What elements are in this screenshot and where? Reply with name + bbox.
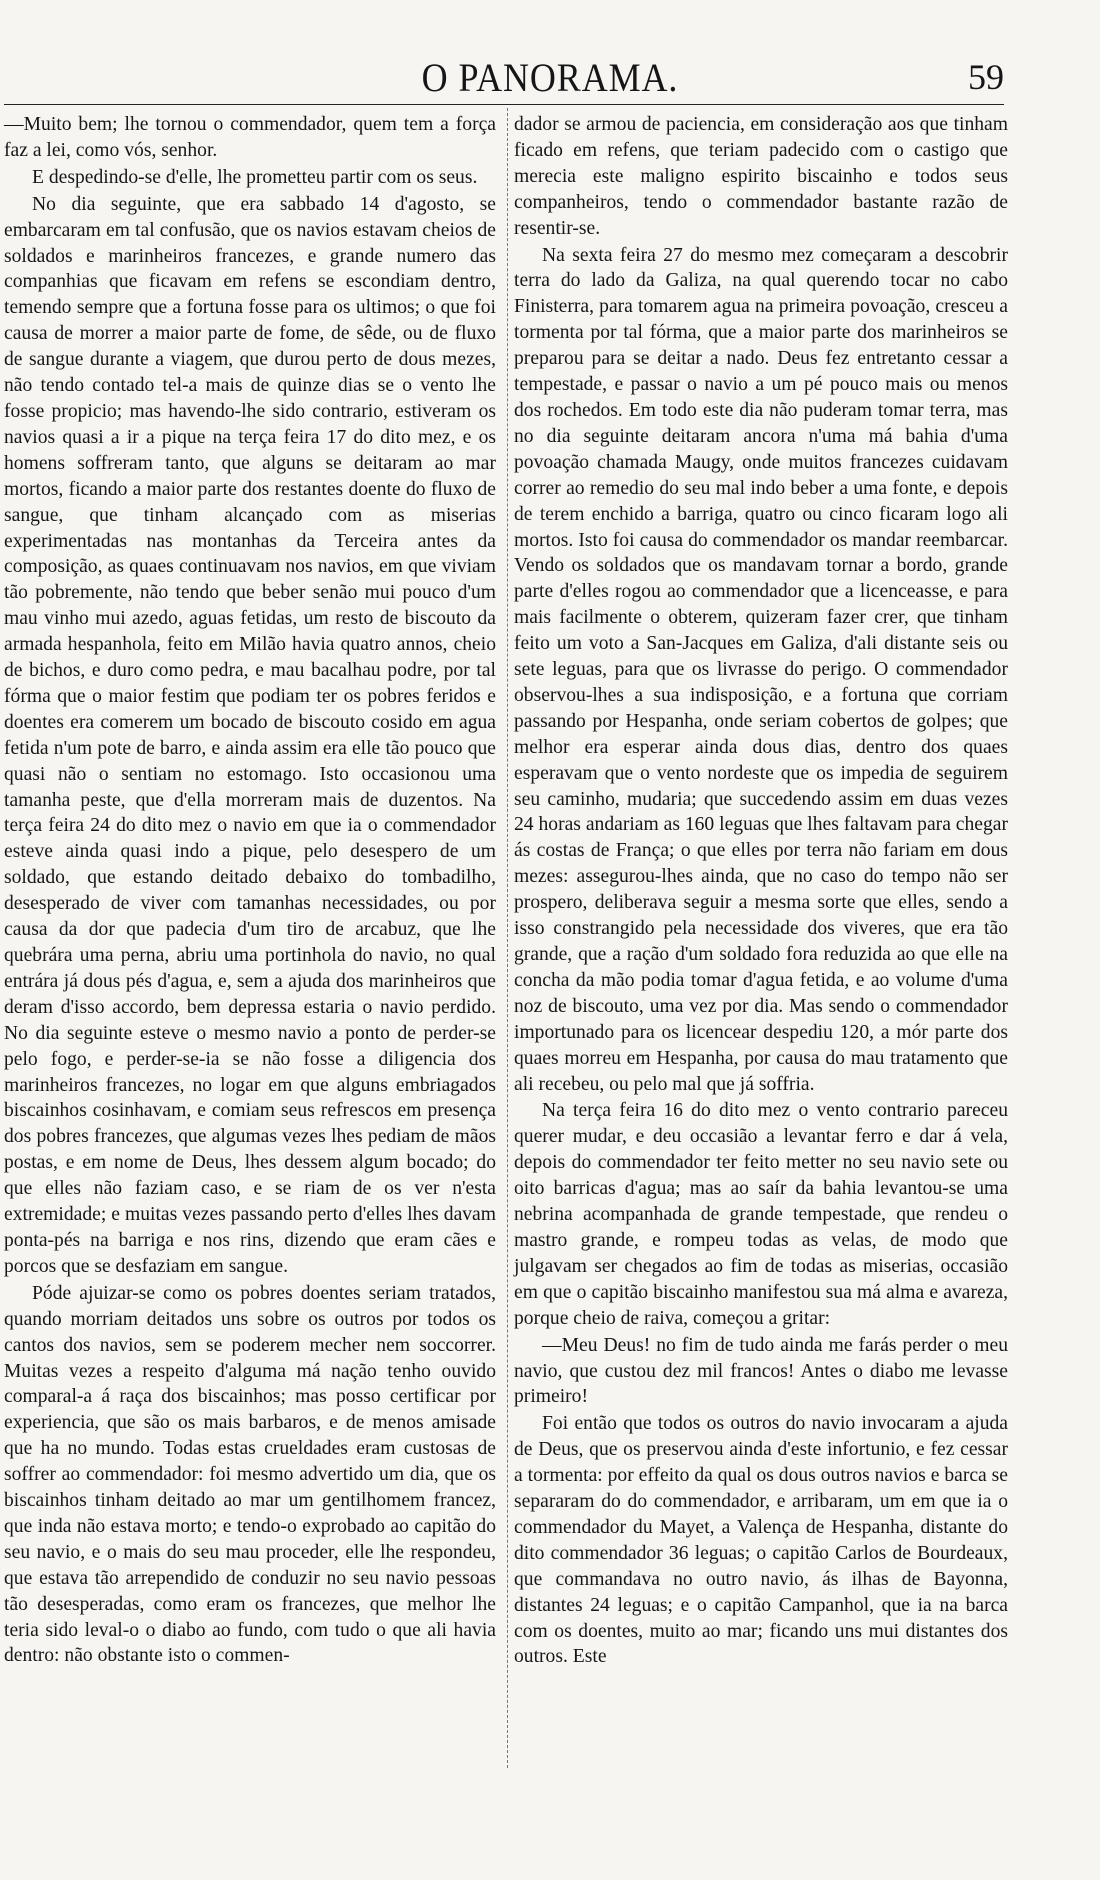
paragraph: —Meu Deus! no fim de tudo ainda me farás perder o meu navio, que custou dez mil francos! Antes o diabo me levasse primeiro! — [514, 1334, 1008, 1408]
paragraph: Póde ajuizar-se como os pobres doentes seriam tratados, quando morriam deitados uns sobre os outros por todos os cantos dos navios, sem se poderem mecher nem soccorrer. Muitas vezes a respeito d'alguma má nação tenho ouvido comparal-a á raça dos biscainhos; mas posso certificar por experiencia, que são os mais barbaros, e de menos amisade que ha no mundo. Todas estas crueldades eram custosas de soffrer ao commendador: foi mesmo advertido um dia, que os biscainhos tinham deitado ao mar um gentilhomem francez, que inda não estava morto; e tendo-o exprobado ao capitão do seu navio, e o mais do seu mau proceder, elle lhe respondeu, que estava tão arrependido de conduzir no seu navio pessoas tão desesperadas, como eram os francezes, que melhor lhe teria sido leval-o o diabo ao fundo, com tudo o que ali havia dentro: não obstante isto o commen- — [4, 1282, 496, 1667]
left-column — [4, 112, 496, 1669]
page-header — [0, 54, 1100, 104]
column-divider — [507, 108, 508, 1768]
paragraph: Na sexta feira 27 do mesmo mez começaram a descobrir terra do lado da Galiza, na qual querendo tocar no cabo Finisterra, para tomarem agua na primeira povoação, cresceu a tormenta por tal fórma, que a maior parte dos marinheiros se preparou para se deitar a nado. Deus fez entretanto cessar a tempestade, e passar o navio a um pé pouco mais ou menos dos rochedos. Em todo este dia não puderam tomar terra, mas no dia seguinte deitaram ancora n'uma má bahia d'uma povoação chamada Maugy, onde muitos francezes cuidavam correr ao remedio do seu mal indo beber a uma fonte, e depois de terem enchido a barriga, quatro ou cinco ficaram logo ali mortos. Isto foi causa do commendador os mandar reembarcar. Vendo os soldados que os mandavam tornar a bordo, grande parte d'elles rogou ao commendador que a licenceasse, e para mais facilmente o obterem, quizeram fazer crer, que tinham feito um voto a San-Jacques em Galiza, d'ali distante seis ou sete leguas, para que os livrasse do perigo. O commendador observou-lhes a sua indisposição, e a fortuna que corriam passando por Hespanha, onde seriam cobertos de golpes; que melhor era esperar ainda dous dias, dentro dos quaes esperavam que o vento nordeste que os impedia de seguirem seu caminho, mudaria; que succedendo assim em duas vezes 24 horas andariam as 160 leguas que lhes faltavam para chegar ás costas de França; o que elles por terra não fariam em dous mezes: assegurou-lhes ainda, que no caso do tempo não ser prospero, deliberava seguir a mesma sorte que elles, sendo a isso constrangido pela necessidade dos viveres, que era tão grande, que a ração d'um soldado fora reduzida ao que elle na concha da mão podia tomar d'agua fetida, e ao volume d'uma noz de biscouto, uma vez por dia. Mas sendo o commendador importunado para os licencear despediu 120, a mór parte dos quaes morreu em Hespanha, por causa do mau tratamento que ali recebeu, ou pelo mal que já soffria. — [514, 244, 1008, 1095]
paragraph: E despedindo-se d'elle, lhe prometteu partir com os seus. — [32, 166, 478, 188]
paragraph: No dia seguinte, que era sabbado 14 d'agosto, se embarcaram em tal confusão, que os navios estavam cheios de soldados e marinheiros francezes, e grande numero das companhias que ficavam em refens se escondiam dentro, temendo sempre que a fortuna fosse para os ultimos; o que foi causa de morrer a maior parte de fome, de sêde, ou de fluxo de sangue durante a viagem, que durou perto de dous mezes, não tendo contado tel-a mais de quinze dias se o vento lhe fosse propicio; mas havendo-lhe sido contrario, estiveram os navios quasi a ir a pique na terça feira 17 do dito mez, e os homens soffreram tanto, que alguns se deitaram ao mar mortos, ficando a maior parte dos restantes doente do fluxo de sangue, que tinham alcançado com as miserias experimentadas nas montanhas da Terceira antes da composição, as quaes continuavam nos navios, em que viviam tão pobremente, não tendo que beber senão mui pouco d'um mau vinho mui azedo, aguas fetidas, um resto de biscouto da armada hespanhola, feito em Milão havia quatro annos, cheio de bichos, e duro como pedra, e mau bacalhau podre, por tal fórma que o maior festim que podiam ter os pobres feridos e doentes era comerem um bocado de biscouto cosido em agua fetida n'um pote de barro, e ainda assim era elle tão pouco que quasi não o sentiam no estomago. Isto occasionou uma tamanha peste, que d'ella morreram mais de duzentos. Na terça feira 24 do dito mez o navio em que ia o commendador esteve ainda quasi indo a pique, pelo desespero de um soldado, que estando deitado debaixo do tombadilho, desesperado de viver com tamanhas necessidades, ou por causa da dor que padecia d'um tiro de arcabuz, que lhe quebrára uma perna, abriu uma portinhola do navio, no qual entrára já dous pés d'agua, e, sem a ajuda dos marinheiros que deram d'isso accordo, bem depressa estaria o navio perdido. No dia seguinte esteve o mesmo navio a ponto de perder-se pelo fogo, e perder-se-ia se não fosse a diligencia dos marinheiros francezes, no logar em que alguns embriagados biscainhos cosinhavam, e comiam seus refrescos em presença dos pobres francezes, que algumas vezes lhes pediam de mãos postas, e em nome de Deus, lhes dessem algum bocado; do que elles não faziam caso, e se riam de os ver n'esta extremidade; e muitas vezes passando perto d'elles lhes davam ponta-pés na barriga e nos rins, dizendo que eram cães e porcos que se desfaziam em sangue. — [4, 193, 496, 1277]
paragraph: Na terça feira 16 do dito mez o vento contrario pareceu querer mudar, e deu occasião a levantar ferro e dar á vela, depois do commendador ter feito metter no seu navio sete ou oito barricas d'agua; mas ao saír da bahia levantou-se uma nebrina acompanhada de grande tempestade, que rendeu o mastro grande, e rompeu todas as velas, de modo que julgavam ser chegados ao fim de todas as miserias, occasião em que o capitão biscainho manifestou sua má alma e avareza, porque cheio de raiva, começou a gritar: — [514, 1100, 1008, 1329]
paragraph: —Muito bem; lhe tornou o commendador, quem tem a força faz a lei, como vós, senhor. — [4, 114, 496, 161]
right-column — [514, 112, 1008, 1670]
header-rule — [4, 104, 1004, 105]
paragraph: dador se armou de paciencia, em consideração aos que tinham ficado em refens, que teriam padecido com o castigo que merecia este maligno espirito biscainho e todos seus companheiros, tendo o commendador bastante razão de resentir-se. — [514, 114, 1008, 239]
paragraph: Foi então que todos os outros do navio invocaram a ajuda de Deus, que os preservou ainda d'este infortunio, e fez cessar a tormenta: por effeito da qual os dous outros navios e barca se separaram do do commendador, e arribaram, um em que ia o commendador du Mayet, a Valença de Hespanha, distante do dito commendador 36 leguas; o capitão Carlos de Bourdeaux, que commandava no outro navio, ás ilhas de Bayonna, distantes 24 leguas; e o capitão Campanhol, que ia na barca com os doentes, muito ao mar; ficando uns mui distantes dos outros. Este — [514, 1413, 1008, 1668]
page-number: 59 — [968, 57, 1004, 97]
journal-title: O PANORAMA. — [421, 55, 679, 100]
